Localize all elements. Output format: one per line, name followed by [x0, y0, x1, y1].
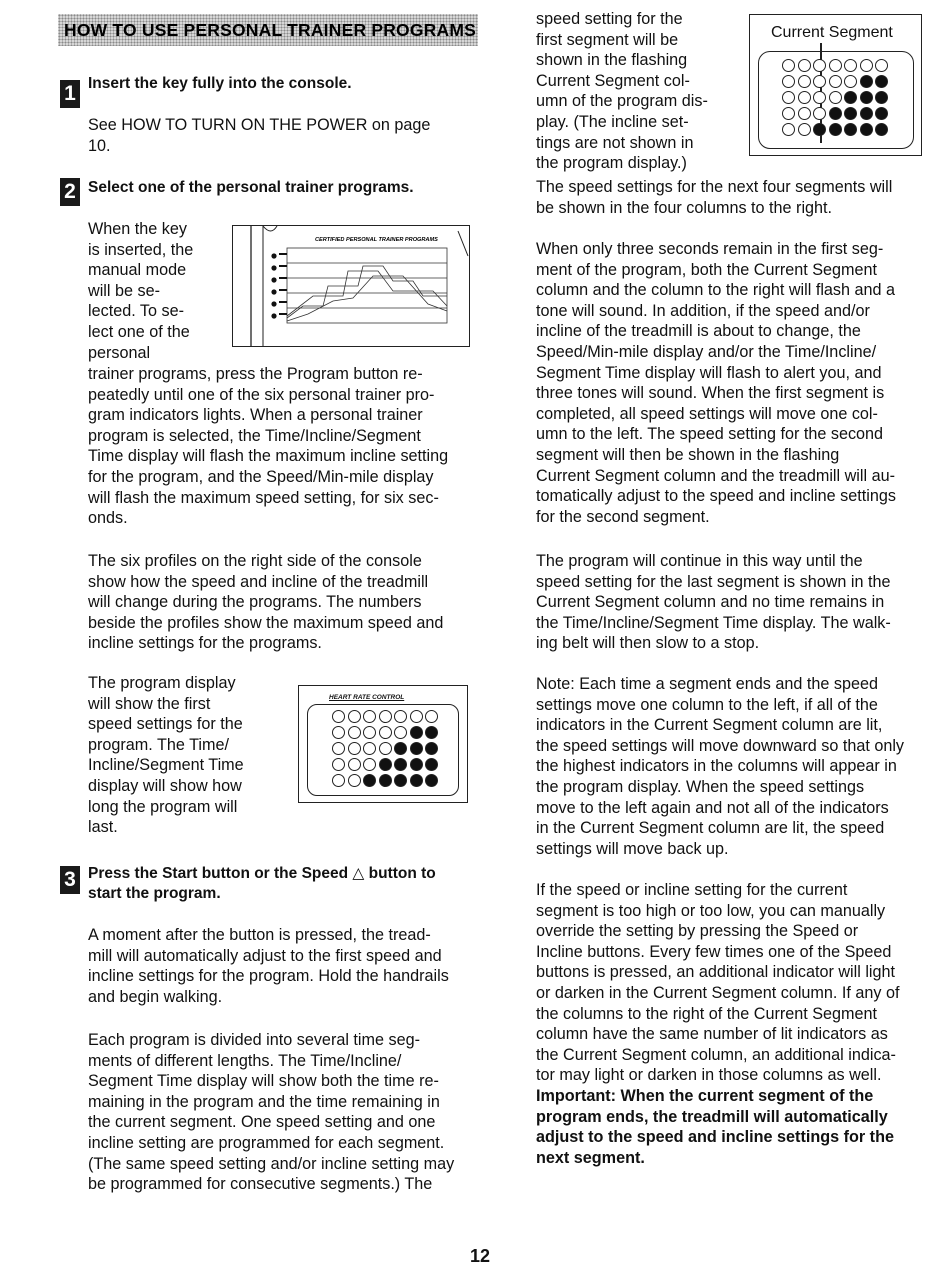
- right-paragraph-5: If the speed or incline setting for the current segment is too high or too low, you can manually override the setting by pressing the Speed or Incline buttons. Every few times one of the Speed buttons is pressed, an additional indicator will light or darken in the Current Segment column. If any of the columns to the right of the Current Segment column have the same number of lit indicators as the Current Segment column, an additional indica- tor may light or darken in those columns as well. Important: When the current segment of the program ends, the treadmill will automatically adjust to the speed and incline settings for the next segment.: [536, 881, 900, 1167]
- program-display-title: HEART RATE CONTROL: [329, 694, 405, 701]
- right-paragraph-4: Note: Each time a segment ends and the speed settings move one column to the left, if all of the indicators in the Current Segment column are lit, the speed settings will move downward so that only the highest indicators in the columns will appear in the program display. When the speed settings move to the left again and not all of the indicators in the Current Segment column are lit, the speed settings will move back up.: [536, 675, 905, 858]
- program-display-grid: [332, 710, 438, 790]
- right-paragraph-3: The program will continue in this way until the speed setting for the last segment is shown in the Current Segment column and no time remains in the Time/Incline/Segment Time display. The walk- ing belt will then slow to a stop.: [536, 552, 891, 653]
- left-paragraph-2: trainer programs, press the Program button re- peatedly until one of the six personal trainer pro- gram indicators lights. When a personal trainer program is selected, the Time/Incline/Segment Time display will flash the maximum incline setting for the program, and the Speed/Min-mile display will flash the maximum speed setting, for six sec- onds.: [88, 365, 449, 528]
- step-2-heading: Select one of the personal trainer programs.: [88, 179, 414, 196]
- current-segment-label: Current Segment: [771, 24, 893, 41]
- left-paragraph-6: Each program is divided into several time seg- ments of different lengths. The Time/Incline/ Segment Time display will show both the time re- maining in the program and the time remaining in the current segment. One speed setting and one incline setting are programmed for each segment. (The same speed setting and/or incline setting may be programmed for consecutive segments.) The: [88, 1031, 455, 1194]
- console-drawing: [233, 226, 469, 346]
- section-banner: [58, 14, 478, 46]
- right-paragraph-2: When only three seconds remain in the first seg- ment of the program, both the Current Segment column and the column to the right will flash and a tone will sound. In addition, if the speed and/or incline of the treadmill is about to change, the Speed/Min-mile display and/or the Time/Incline/ Segment Time display will flash to alert you, and three tones will sound. When the first segment is completed, all speed settings will move one col- umn to the left. The speed setting for the second segment will then be shown in the flashing Current Segment column and the treadmill will au- tomatically adjust to the speed and incline settings for the second segment.: [536, 240, 896, 526]
- current-segment-illustration: [749, 14, 922, 156]
- console-title: CERTIFIED PERSONAL TRAINER PROGRAMS: [315, 237, 438, 243]
- program-display-illustration: [298, 685, 468, 803]
- left-paragraph-3: The six profiles on the right side of the console show how the speed and incline of the treadmill will change during the programs. The numbers beside the profiles show the maximum speed and incline settings for the programs.: [88, 552, 444, 653]
- left-paragraph-5: A moment after the button is pressed, the tread- mill will automatically adjust to the first speed and incline settings for the program. Hold the handrails and begin walking.: [88, 926, 449, 1006]
- step-1-marker: 1: [60, 80, 80, 108]
- step-3-heading: Press the Start button or the Speed △ button to start the program.: [88, 865, 436, 902]
- section-title: HOW TO USE PERSONAL TRAINER PROGRAMS: [64, 20, 476, 40]
- left-paragraph-2-wrap: When the key is inserted, the manual mode will be se- lected. To se- lect one of the personal: [88, 220, 194, 362]
- right-paragraph-1-wrap: speed setting for the first segment will be shown in the flashing Current Segment col- umn of the program dis- play. (The incline set- tings are not shown in the program display.): [536, 10, 708, 173]
- step-1-heading: Insert the key fully into the console.: [88, 75, 352, 92]
- step-3-marker: 3: [60, 866, 80, 894]
- page-number: 12: [470, 1246, 491, 1266]
- right-paragraph-1: The speed settings for the next four segments will be shown in the four columns to the right.: [536, 178, 893, 217]
- important-note: Important: When the current segment of the: [536, 1086, 874, 1105]
- console-illustration: [232, 225, 470, 347]
- current-segment-grid: [782, 59, 888, 139]
- left-paragraph-4: The program display will show the first speed settings for the program. The Time/ Incline/Segment Time display will show how long the program will last.: [88, 674, 244, 837]
- step-2-marker: 2: [60, 178, 80, 206]
- left-paragraph-1: See HOW TO TURN ON THE POWER on page 10.: [88, 116, 431, 155]
